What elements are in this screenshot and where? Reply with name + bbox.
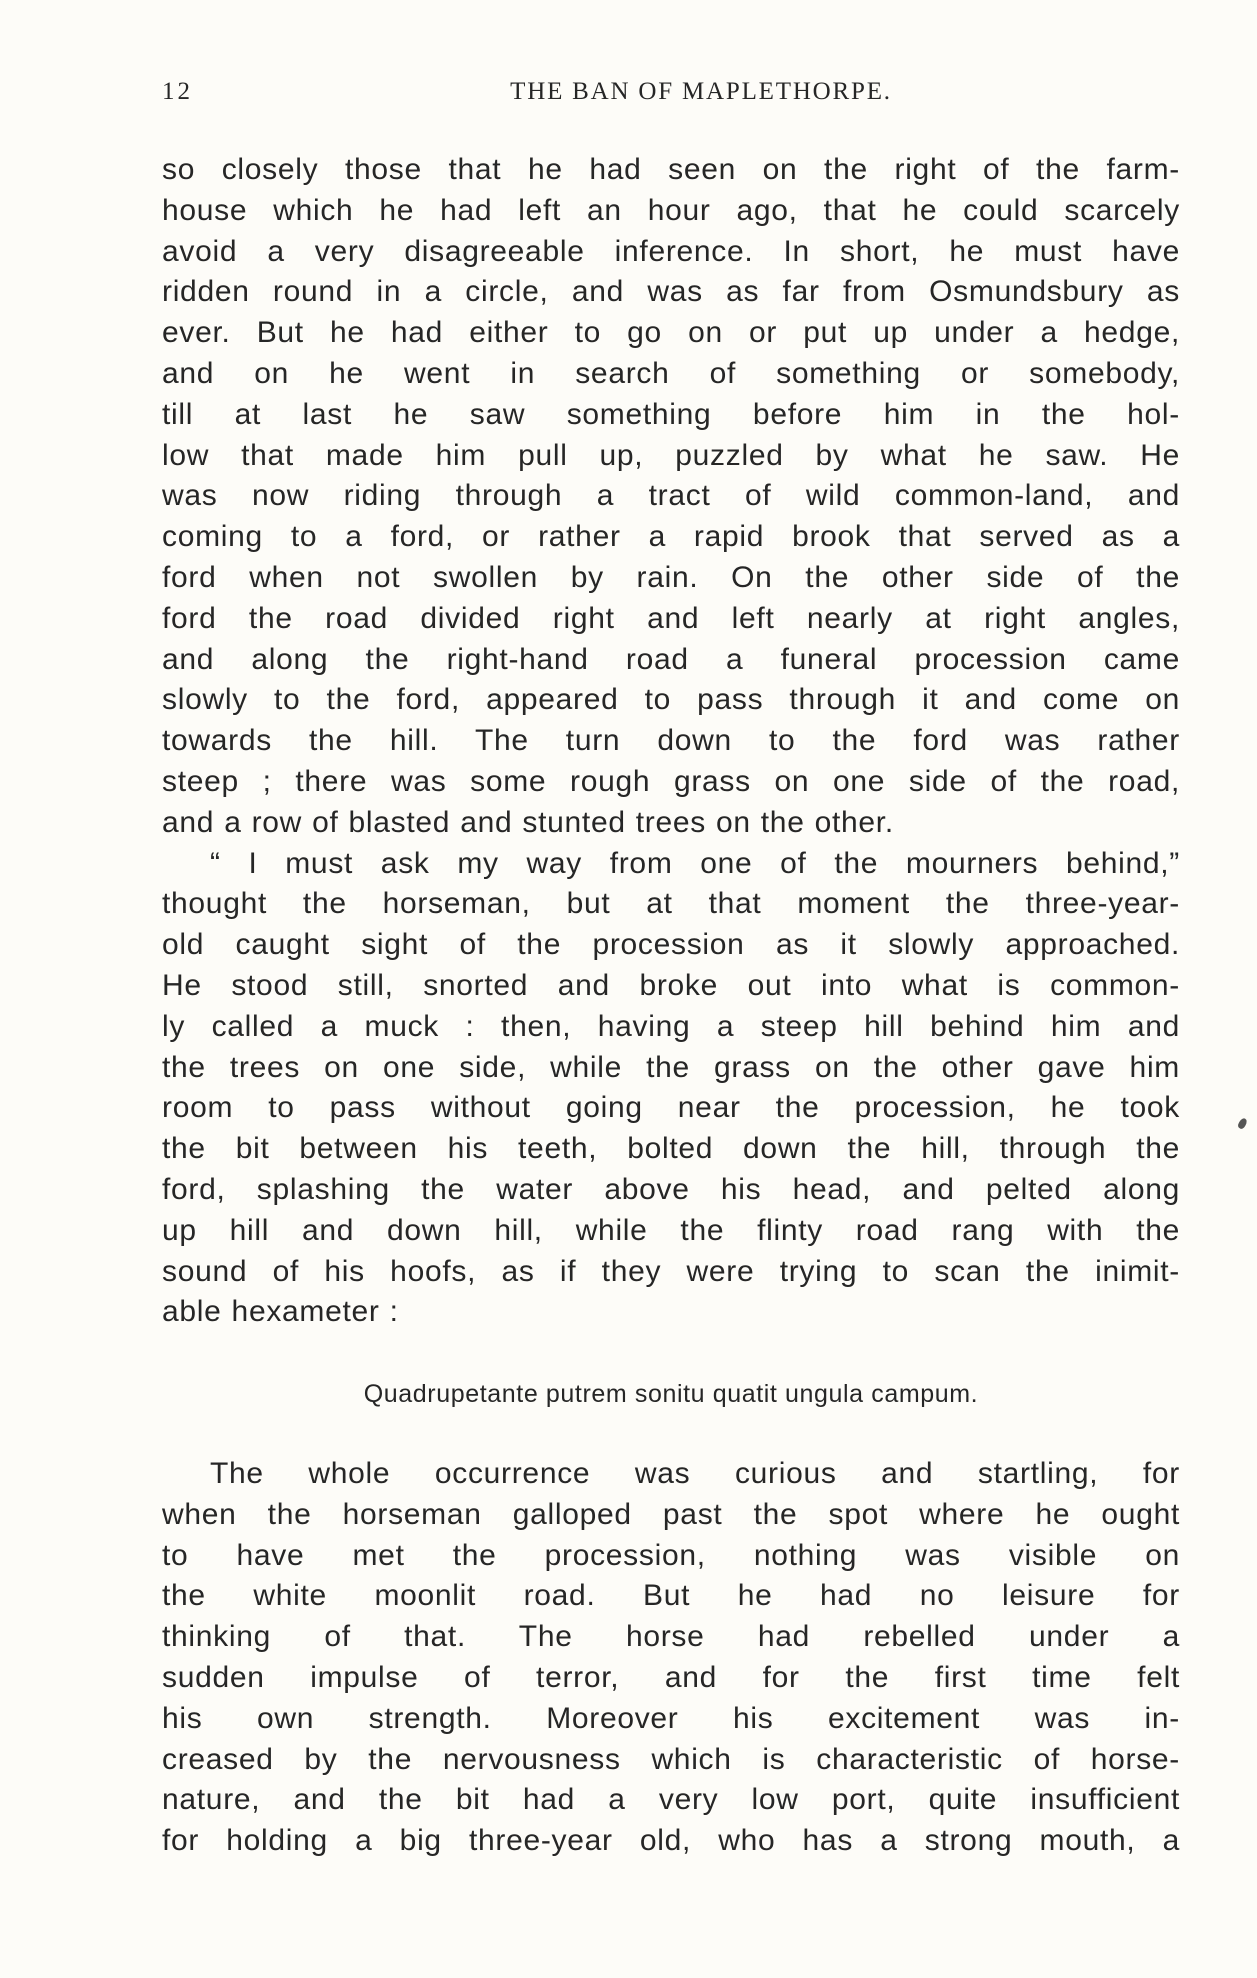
text-line: his own strength. Moreover his excitement was in- [162,1701,1180,1735]
text-line: for holding a big three-year old, who has a strong mouth, a [162,1824,1180,1858]
text-line: ford, splashing the water above his head, and pelted along [162,1172,1180,1206]
text-line: thinking of that. The horse had rebelled under a [162,1620,1180,1654]
text-line: was now riding through a tract of wild common-land, and [162,479,1180,513]
text-line: the trees on one side, while the grass on the other gave him [162,1050,1180,1084]
text-line: steep ; there was some rough grass on one side of the road, [162,764,1180,798]
text-line: room to pass without going near the procession, he took [162,1091,1180,1125]
text-line: the white moonlit road. But he had no leisure for [162,1579,1180,1613]
text-line: to have met the procession, nothing was visible on [162,1538,1180,1572]
text-line: thought the horseman, but at that moment the three-year- [162,887,1180,921]
text-line: sound of his hoofs, as if they were trying to scan the inimit- [162,1254,1180,1288]
running-head [162,78,1180,114]
text-line: He stood still, snorted and broke out into what is common- [162,968,1180,1002]
text-line: slowly to the ford, appeared to pass through it and come on [162,683,1180,717]
text-line: and on he went in search of something or somebody, [162,356,1180,390]
text-line: and a row of blasted and stunted trees on the other. [162,805,894,839]
text-line: coming to a ford, or rather a rapid brook that served as a [162,520,1180,554]
text-line: sudden impulse of terror, and for the first time felt [162,1660,1180,1694]
text-line: house which he had left an hour ago, that he could scarcely [162,193,1180,227]
text-line: nature, and the bit had a very low port, quite insufficient [162,1783,1180,1817]
text-line: low that made him pull up, puzzled by what he saw. He [162,438,1180,472]
text-line: up hill and down hill, while the flinty road rang with the [162,1213,1180,1247]
text-line: creased by the nervousness which is characteristic of horse- [162,1742,1180,1776]
ink-speck [1237,1117,1249,1130]
body-text-lower [162,1454,1180,1862]
text-line: when the horseman galloped past the spot where he ought [162,1497,1180,1531]
text-line: till at last he saw something before him in the hol- [162,397,1180,431]
text-line: avoid a very disagreeable inference. In short, he must have [162,234,1180,268]
text-line: ford when not swollen by rain. On the other side of the [162,560,1180,594]
text-line: ford the road divided right and left nearly at right angles, [162,601,1180,635]
text-line: and along the right-hand road a funeral procession came [162,642,1180,676]
text-line: the bit between his teeth, bolted down the hill, through the [162,1132,1180,1166]
text-line: old caught sight of the procession as it slowly approached. [162,928,1180,962]
latin-quotation: Quadrupetante putrem sonitu quatit ungula campum. [363,1380,979,1408]
page-number: 12 [162,78,193,105]
text-line: “ I must ask my way from one of the mourners behind,” [210,846,1180,880]
text-line: ly called a muck : then, having a steep hill behind him and [162,1009,1180,1043]
running-title: THE BAN OF MAPLETHORPE. [510,78,892,105]
text-line: so closely those that he had seen on the right of the farm- [162,153,1180,186]
text-line: The whole occurrence was curious and startling, for [210,1457,1180,1490]
text-line: towards the hill. The turn down to the ford was rather [162,724,1180,758]
body-text-upper [162,150,1180,1333]
text-line: able hexameter : [162,1295,399,1329]
text-line: ever. But he had either to go on or put up under a hedge, [162,316,1180,350]
text-line: ridden round in a circle, and was as far from Osmundsbury as [162,275,1180,309]
